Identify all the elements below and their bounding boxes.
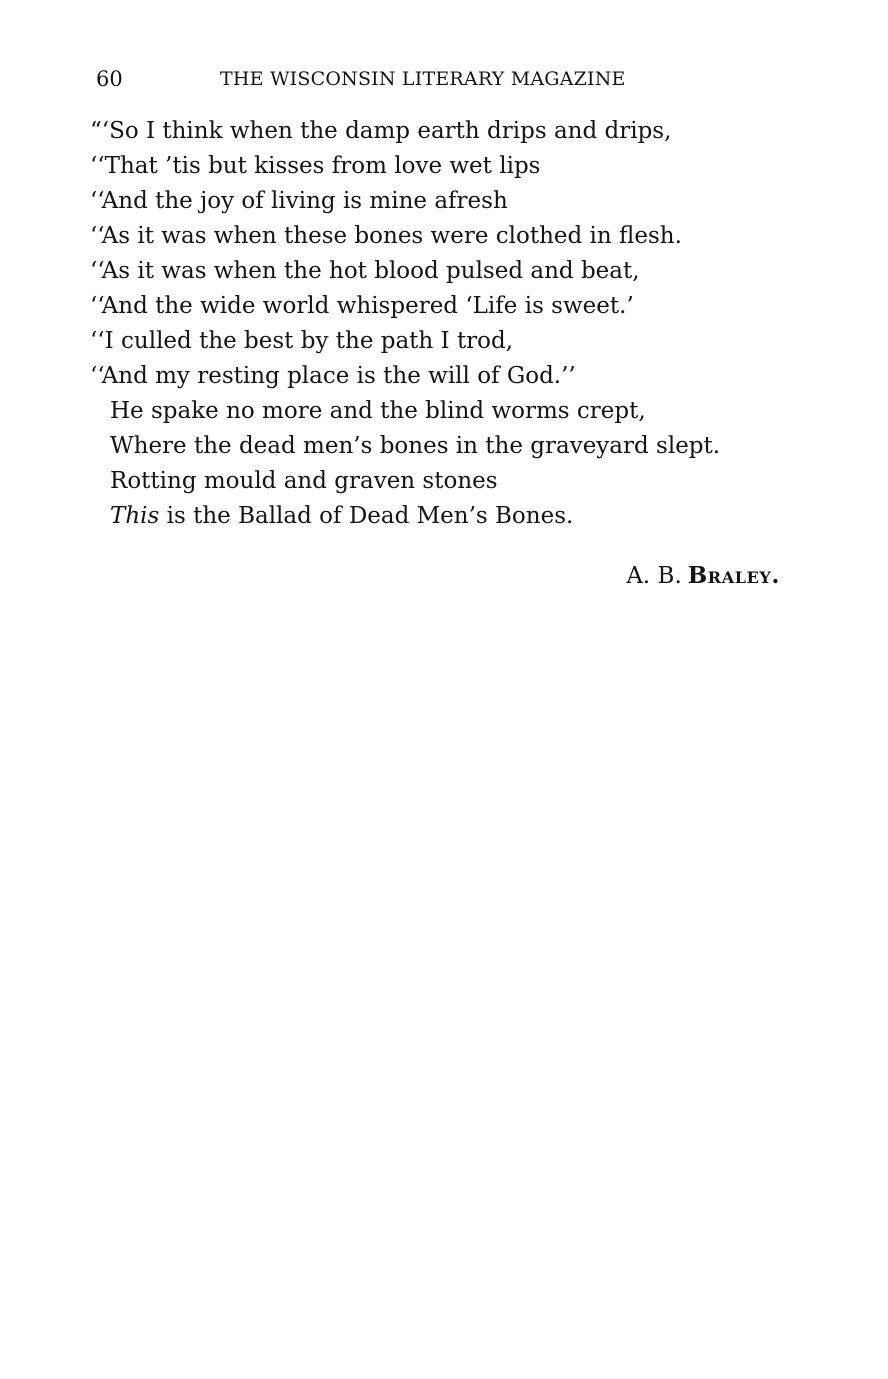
poem-line: ‘‘And the wide world whispered ‘Life is sweet.’ [90, 293, 634, 319]
author-signature [626, 558, 780, 594]
page-header [96, 64, 698, 94]
poem-line: ‘‘As it was when the hot blood pulsed and beat, [90, 258, 640, 284]
poem-line: ‘‘I culled the best by the path I trod, [90, 328, 514, 354]
poem-line: “‘So I think when the damp earth drips and drips, [90, 118, 672, 144]
italic-word: This [110, 503, 160, 529]
author-surname: Braley. [687, 562, 780, 589]
page-number: 60 [96, 67, 123, 91]
poem-line: ‘‘As it was when these bones were clothed in flesh. [90, 223, 682, 249]
poem-line: ‘‘And the joy of living is mine afresh [90, 188, 508, 214]
poem [90, 114, 790, 534]
last-line-rest: is the Ballad of Dead Men’s Bones. [159, 503, 574, 529]
poem-last-line [90, 499, 790, 534]
author-initials: A. B. [626, 563, 682, 589]
poem-line: ‘‘That ’tis but kisses from love wet lips [90, 153, 541, 179]
poem-line: ‘‘And my resting place is the will of God.’’ [90, 363, 576, 389]
poem-line: Rotting mould and graven stones [110, 468, 498, 494]
running-title: THE WISCONSIN LITERARY MAGAZINE [220, 68, 626, 90]
poem-line: He spake no more and the blind worms crept, [110, 398, 646, 424]
poem-line: Where the dead men’s bones in the graveyard slept. [110, 433, 721, 459]
